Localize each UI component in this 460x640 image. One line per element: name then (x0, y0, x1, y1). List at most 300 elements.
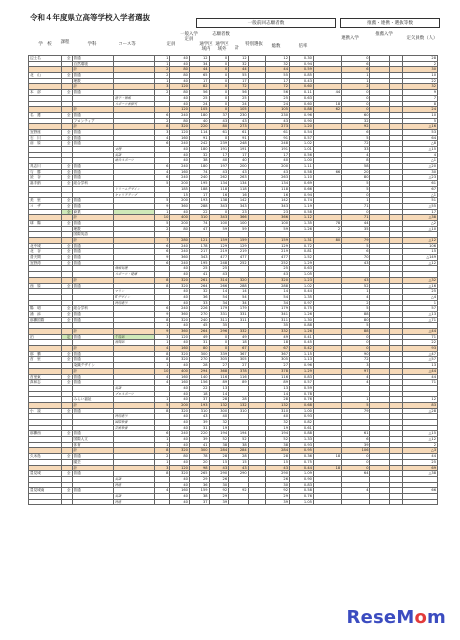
table-cell-ratio: 0.54 (290, 129, 314, 135)
table-cell-sum: 273 (229, 124, 249, 130)
table-cell-capacity: 120 (170, 129, 190, 135)
table-cell-ratio: 1.02 (290, 141, 314, 147)
table-cell-sum: 49 (229, 334, 249, 340)
table-cell-dept: 普通 (72, 73, 113, 79)
table-cell-dept: 普通 (72, 164, 113, 170)
table-cell-sum: 179 (229, 306, 249, 312)
table-cell-capacity: 40 (170, 363, 190, 369)
table-cell-school: 与 勝 (29, 169, 62, 175)
table-cell-code: 情報処理 (113, 266, 154, 272)
table-cell-dept: 普通 (72, 243, 113, 249)
table-cell-dept: 国際人文 (72, 437, 113, 443)
table-cell-out-district: 296 (209, 329, 229, 335)
table-cell-ratio: 1.11 (290, 164, 314, 170)
table-cell-out-district: 343 (209, 215, 229, 221)
header-group-general (196, 18, 336, 28)
table-cell-capacity: 240 (170, 431, 190, 437)
table-cell-classes: 6 (155, 431, 170, 437)
table-cell-school: 浦 添 (29, 311, 62, 317)
table-cell-remaining: 30 (403, 169, 438, 175)
table-cell-course: 全 (61, 209, 72, 215)
table-cell-recommend: 80 (342, 317, 370, 323)
table-cell-total: 32 (266, 420, 290, 426)
table-cell-capacity: 40 (170, 300, 190, 306)
table-cell-classes: 1 (155, 340, 170, 346)
table-cell-out-district: 290 (209, 471, 229, 477)
table-cell-capacity: 160 (170, 380, 190, 386)
table-cell-classes: 1 (155, 323, 170, 329)
table-cell-remaining: △32 (403, 277, 438, 283)
table-cell-sum: 288 (229, 283, 249, 289)
table-cell-out-district: 19 (209, 425, 229, 431)
table-cell-course: 全 (61, 169, 72, 175)
table-cell-sum: 14 (229, 289, 249, 295)
table-cell-out-district: 339 (209, 351, 229, 357)
table-cell-code: 英語 (113, 152, 154, 158)
table-cell-capacity: 40 (170, 78, 190, 84)
applicants-table (28, 55, 438, 505)
table-cell-course: 全 (61, 488, 72, 494)
table-cell-out-district: 40 (209, 414, 229, 420)
table-cell-ratio: 0.58 (290, 488, 314, 494)
table-cell-total: 44 (266, 67, 290, 73)
table-cell-total: 54 (266, 294, 290, 300)
table-cell-out-district: 52 (209, 437, 229, 443)
watermark-logo-o: o (414, 607, 428, 628)
table-cell-ratio: 1.52 (290, 255, 314, 261)
table-cell-dept: 計 (72, 346, 113, 352)
table-cell-school: 陽 明 (29, 306, 62, 312)
table-cell-code: 特別進学 (113, 300, 154, 306)
table-cell-course: 全 (61, 112, 72, 118)
table-cell-remaining: 5 (403, 118, 438, 124)
table-cell-total: 17 (266, 152, 290, 158)
table-cell-out-district: 134 (209, 181, 229, 187)
table-cell-out-district: 38 (209, 442, 229, 448)
table-cell-dept: 普通 (72, 56, 113, 62)
table-cell-remaining: 32 (403, 84, 438, 90)
table-cell-sum: 378 (229, 368, 249, 374)
table-cell-recommend: 90 (342, 351, 370, 357)
table-cell-total: 52 (266, 437, 290, 443)
table-cell-total: 252 (266, 260, 290, 266)
table-cell-remaining: 17 (403, 209, 438, 215)
table-cell-ratio: 1.05 (290, 272, 314, 278)
table-cell-course: 全 (61, 198, 72, 204)
table-cell-recommend: 0 (342, 90, 370, 96)
table-cell-recommend: 1 (342, 289, 370, 295)
table-cell-dept: 普通 (72, 454, 113, 460)
table-cell-dept: 普通 (72, 283, 113, 289)
table-cell-capacity: 160 (170, 488, 190, 494)
table-cell-capacity: 40 (170, 391, 190, 397)
table-cell-out-district: 43 (209, 465, 229, 471)
table-cell-capacity: 80 (170, 118, 190, 124)
table-cell-ratio: 1.02 (290, 283, 314, 289)
table-cell-capacity: 40 (170, 459, 190, 465)
table-cell-recommend: 1 (342, 198, 370, 204)
table-cell-out-district: 89 (209, 380, 229, 386)
table-cell-classes: 6 (155, 112, 170, 118)
table-cell-dept: 普通 (72, 374, 113, 380)
table-cell-total: 40 (266, 414, 290, 420)
table-cell-sum: 159 (229, 238, 249, 244)
table-cell-recommend: 0 (342, 95, 370, 101)
table-cell-course: 全 (61, 220, 72, 226)
header-group-general-label: 一般前回志願者数 (247, 21, 285, 26)
table-cell-total: 332 (266, 329, 290, 335)
table-cell-ratio: 0.30 (290, 56, 314, 62)
table-cell-in-district: 38 (189, 158, 209, 164)
table-cell-out-district: 15 (209, 459, 229, 465)
table-cell-classes: 9 (155, 311, 170, 317)
table-cell-recommend: 1 (342, 397, 370, 403)
table-cell-code: 特別進学 (113, 414, 154, 420)
table-cell-in-district: 12 (189, 56, 209, 62)
table-cell-school: 読 谷 (29, 175, 62, 181)
table-cell-code: スポーツ系探究 (113, 101, 154, 107)
table-cell-ratio: 0.58 (290, 169, 314, 175)
table-cell-out-district: 132 (209, 402, 229, 408)
table-cell-total: 477 (266, 255, 290, 261)
table-cell-out-district: 0 (209, 107, 229, 113)
table-cell-remaining: 13 (403, 363, 438, 369)
table-cell-course: 全 (61, 73, 72, 79)
table-cell-sum: 194 (229, 431, 249, 437)
table-cell-in-district: 34 (189, 61, 209, 67)
table-cell-ratio: 0.95 (290, 448, 314, 454)
table-cell-in-district: 98 (189, 465, 209, 471)
table-cell-remaining: 1 (403, 300, 438, 306)
table-cell-remaining: △1 (403, 192, 438, 198)
table-cell-capacity: 160 (170, 135, 190, 141)
table-cell-ratio: 0.11 (290, 90, 314, 96)
table-cell-dept: 総合学科 (72, 306, 113, 312)
table-cell-remaining: △3 (403, 448, 438, 454)
table-cell-in-district: 74 (189, 220, 209, 226)
table-cell-ratio: 0.45 (290, 340, 314, 346)
table-cell-capacity: 40 (170, 437, 190, 443)
table-cell-recommend: 79 (342, 408, 370, 414)
table-cell-out-district: 14 (209, 289, 229, 295)
table-cell-sum: 32 (229, 61, 249, 67)
table-cell-out-district: 331 (209, 311, 229, 317)
table-cell-dept: 普通 (72, 488, 113, 494)
table-cell-ratio: 0.44 (290, 465, 314, 471)
table-cell-total: 129 (266, 243, 290, 249)
table-cell-out-district: 37 (209, 112, 229, 118)
table-cell-recommend: 92 (342, 124, 370, 130)
table-cell-classes: 5 (155, 181, 170, 187)
table-cell-in-district: 18 (189, 391, 209, 397)
table-cell-school: 泊 (29, 334, 62, 340)
table-cell-total: 17 (266, 78, 290, 84)
table-cell-dept: 普通 (72, 408, 113, 414)
table-cell-dept: 普通 (72, 471, 113, 477)
table-cell-total: 284 (266, 448, 290, 454)
table-cell-recommend: 1 (342, 78, 370, 84)
table-cell-ratio: 0.61 (290, 425, 314, 431)
table-cell-recommend: 71 (342, 203, 370, 209)
table-cell-classes: 2 (155, 226, 170, 232)
table-cell-code: ドリームデザイン (113, 186, 154, 192)
table-cell-capacity: 200 (170, 402, 190, 408)
table-cell-capacity: 40 (170, 425, 190, 431)
table-cell-course: 全 (61, 454, 72, 460)
table-cell-school: 北中城 (29, 243, 62, 249)
table-cell-recommend: 6 (342, 129, 370, 135)
table-cell-in-district: 195 (189, 260, 209, 266)
table-cell-remaining: 10 (403, 112, 438, 118)
table-cell-school: 本 部 (29, 90, 62, 96)
table-cell-total: 288 (266, 283, 290, 289)
table-cell-out-district: 0 (209, 346, 229, 352)
table-cell-total: 61 (266, 129, 290, 135)
table-cell-capacity: 320 (170, 408, 190, 414)
table-cell-linked: 62 (313, 107, 341, 113)
table-cell-linked: 18 (313, 454, 341, 460)
table-cell-total: 367 (266, 351, 290, 357)
table-cell-total: 49 (266, 334, 290, 340)
table-cell-code: 英語 (113, 476, 154, 482)
table-cell-capacity: 240 (170, 260, 190, 266)
table-cell-linked (313, 499, 341, 505)
table-cell-classes: 6 (155, 141, 170, 147)
table-cell-out-district: 262 (209, 175, 229, 181)
table-cell-out-district: 27 (209, 363, 229, 369)
table-cell-remaining: 30 (403, 67, 438, 73)
table-cell-ratio: 1.29 (290, 260, 314, 266)
table-cell-ratio: 0.82 (290, 420, 314, 426)
table-cell-sum: 38 (229, 442, 249, 448)
table-cell-recommend: 0 (342, 56, 370, 62)
table-cell-course: 全 (61, 243, 72, 249)
table-cell-recommend: 6 (342, 61, 370, 67)
table-cell-school: 宜野座 (29, 129, 62, 135)
table-cell-capacity: 40 (170, 56, 190, 62)
table-cell-out-district: 116 (209, 374, 229, 380)
table-cell-total: 14 (266, 391, 290, 397)
table-cell-code: 総合スポーツ (113, 158, 154, 164)
table-cell-ratio: 1.10 (290, 175, 314, 181)
table-cell-remaining: 12 (403, 397, 438, 403)
table-cell-ratio: 0.57 (290, 380, 314, 386)
table-cell-capacity: 320 (170, 283, 190, 289)
table-cell-capacity: 40 (170, 266, 190, 272)
table-cell-classes: 8 (155, 448, 170, 454)
table-cell-in-district: 264 (189, 329, 209, 335)
table-cell-out-district: 30 (209, 482, 229, 488)
table-cell-in-district: 310 (189, 215, 209, 221)
table-cell-out-district: 17 (209, 152, 229, 158)
table-cell-in-district: 121 (189, 238, 209, 244)
table-cell-out-district: 0 (209, 95, 229, 101)
table-cell-capacity: 40 (170, 61, 190, 67)
table-cell-remaining: △10 (403, 226, 438, 232)
table-cell-classes: 2 (155, 454, 170, 460)
table-cell-out-district: 194 (209, 431, 229, 437)
table-cell-ratio: 0.74 (290, 198, 314, 204)
table-cell-in-district: 39 (189, 437, 209, 443)
table-cell-out-district: 191 (209, 147, 229, 153)
table-cell-dept: 普通 (72, 431, 113, 437)
table-cell-code: 英語 (113, 493, 154, 499)
table-cell-in-district: 41 (189, 272, 209, 278)
table-cell-ratio: 0.59 (290, 67, 314, 73)
table-cell-remaining (403, 499, 438, 505)
table-cell-sum: 290 (229, 471, 249, 477)
table-cell-recommend: 52 (342, 283, 370, 289)
table-cell-classes: 6 (155, 260, 170, 266)
table-cell-out-district: 0 (209, 340, 229, 346)
table-cell-course: 全 (61, 181, 72, 187)
table-cell-in-district: 156 (189, 380, 209, 386)
table-cell-in-district: 47 (189, 226, 209, 232)
table-cell-total: 43 (266, 465, 290, 471)
table-cell-classes: 10 (155, 215, 170, 221)
table-cell-sum: 320 (229, 277, 249, 283)
table-cell-capacity: 160 (170, 346, 190, 352)
table-cell-out-district: 368 (209, 368, 229, 374)
table-cell-total: 116 (266, 374, 290, 380)
table-cell-remaining: 8 (403, 101, 438, 107)
table-cell-capacity: 185 (170, 186, 190, 192)
table-cell-recommend: 0 (342, 107, 370, 113)
table-cell-sum: 310 (229, 408, 249, 414)
table-cell-recommend: 72 (342, 357, 370, 363)
table-cell-capacity: 80 (170, 226, 190, 232)
table-cell-classes: 1 (155, 56, 170, 62)
table-cell-in-district: 32 (189, 289, 209, 295)
table-cell-total: 18 (266, 340, 290, 346)
table-cell-total: 132 (266, 402, 290, 408)
table-cell-out-district: 0 (209, 334, 229, 340)
table-cell-total: 43 (266, 169, 290, 175)
table-cell-dept: フロンティア (72, 118, 113, 124)
table-cell-remaining: △12 (403, 260, 438, 266)
table-cell-in-district: 78 (189, 454, 209, 460)
table-cell-in-district: 226 (189, 306, 209, 312)
table-cell-classes: 6 (155, 306, 170, 312)
table-cell-remaining: △13 (403, 311, 438, 317)
table-cell-classes: 5 (155, 220, 170, 226)
table-cell-in-district: 25 (189, 266, 209, 272)
table-cell-recommend: 97 (342, 368, 370, 374)
table-cell-capacity: 400 (170, 215, 190, 221)
table-cell-capacity: 240 (170, 141, 190, 147)
table-cell-sum: 43 (229, 169, 249, 175)
table-cell-in-district: 242 (189, 141, 209, 147)
table-cell-sum: 248 (229, 141, 249, 147)
table-cell-linked: 18 (313, 465, 341, 471)
table-cell-in-district: 294 (189, 368, 209, 374)
table-cell-remaining: 22 (403, 340, 438, 346)
table-cell-in-district: 217 (189, 249, 209, 255)
table-cell-recommend: 6 (342, 437, 370, 443)
table-cell-dept: 計 (72, 84, 113, 90)
header-rec-in: 推薦入学 (375, 32, 393, 37)
table-cell-remaining: 71 (403, 334, 438, 340)
table-cell-remaining: △55 (403, 203, 438, 209)
table-cell-in-district: 37 (189, 499, 209, 505)
table-cell-code: 文理 (113, 147, 154, 153)
table-cell-in-district: 105 (189, 107, 209, 113)
table-cell-recommend: 5 (342, 306, 370, 312)
table-cell-sum: 54 (229, 294, 249, 300)
table-cell-code: スポーツ・健康 (113, 272, 154, 278)
table-cell-code: ITデザイン (113, 294, 154, 300)
header-remaining: 定欠員数（人） (406, 36, 438, 41)
table-cell-classes: 5 (155, 402, 170, 408)
table-cell-remaining: 24 (403, 107, 438, 113)
table-cell-dept: みらい福祉 (72, 397, 113, 403)
table-cell-sum: 44 (229, 67, 249, 73)
table-cell-remaining: 10 (403, 73, 438, 79)
table-cell-code: キャリアアップ (113, 192, 154, 198)
table-cell-classes: 2 (155, 118, 170, 124)
table-cell-total: 290 (266, 471, 290, 477)
table-cell-classes: 8 (155, 351, 170, 357)
table-cell-capacity: 360 (170, 255, 190, 261)
table-cell-remaining: △44 (403, 329, 438, 335)
table-cell-dept: 普通 (72, 203, 113, 209)
table-cell-school: 嘉手納 (29, 181, 62, 187)
table-cell-out-district: 43 (209, 118, 229, 124)
table-cell-capacity: 320 (170, 351, 190, 357)
table-cell-out-district: 284 (209, 448, 229, 454)
table-cell-in-district: 80 (189, 346, 209, 352)
table-cell-recommend: 0 (342, 334, 370, 340)
table-cell-recommend: 1 (342, 73, 370, 79)
table-cell-total: 230 (266, 112, 290, 118)
table-cell-out-district: 266 (209, 283, 229, 289)
table-cell-code: 進学・情報 (113, 95, 154, 101)
table-cell-total: 248 (266, 141, 290, 147)
table-cell-classes: 9 (155, 203, 170, 209)
table-cell-course: 全 (61, 135, 72, 141)
table-cell-ratio: 1.31 (290, 238, 314, 244)
table-cell-classes: 6 (155, 243, 170, 249)
table-cell-ratio: 1.35 (290, 294, 314, 300)
table-cell-remaining: △28 (403, 408, 438, 414)
table-cell-sum: 27 (229, 363, 249, 369)
table-cell-sum: 40 (229, 158, 249, 164)
table-cell-in-district: 180 (189, 112, 209, 118)
table-cell-in-district: 29 (189, 476, 209, 482)
table-cell-dept: 計 (72, 67, 113, 73)
table-cell-ratio: 0.88 (290, 431, 314, 437)
table-cell-dept: 計 (72, 402, 113, 408)
table-cell-remaining: △149 (403, 255, 438, 261)
table-cell-sum: 92 (229, 488, 249, 494)
table-cell-code: 芸術教養 (113, 425, 154, 431)
table-cell-ratio: 0.94 (290, 192, 314, 198)
table-cell-out-district: 0 (209, 101, 229, 107)
table-cell-total: 263 (266, 175, 290, 181)
table-cell-total: 92 (266, 488, 290, 494)
table-cell-classes: 4 (155, 346, 170, 352)
table-cell-recommend: 43 (342, 260, 370, 266)
table-cell-sum: 219 (229, 249, 249, 255)
table-cell-capacity: 120 (170, 334, 190, 340)
table-cell-linked: 80 (313, 238, 341, 244)
table-cell-capacity: 40 (170, 499, 190, 505)
table-cell-in-district: 178 (189, 243, 209, 249)
table-cell-school: 名 護 (29, 112, 62, 118)
table-cell-recommend: 0 (342, 192, 370, 198)
table-cell-sum: 132 (229, 402, 249, 408)
table-cell-total: 29 (266, 493, 290, 499)
